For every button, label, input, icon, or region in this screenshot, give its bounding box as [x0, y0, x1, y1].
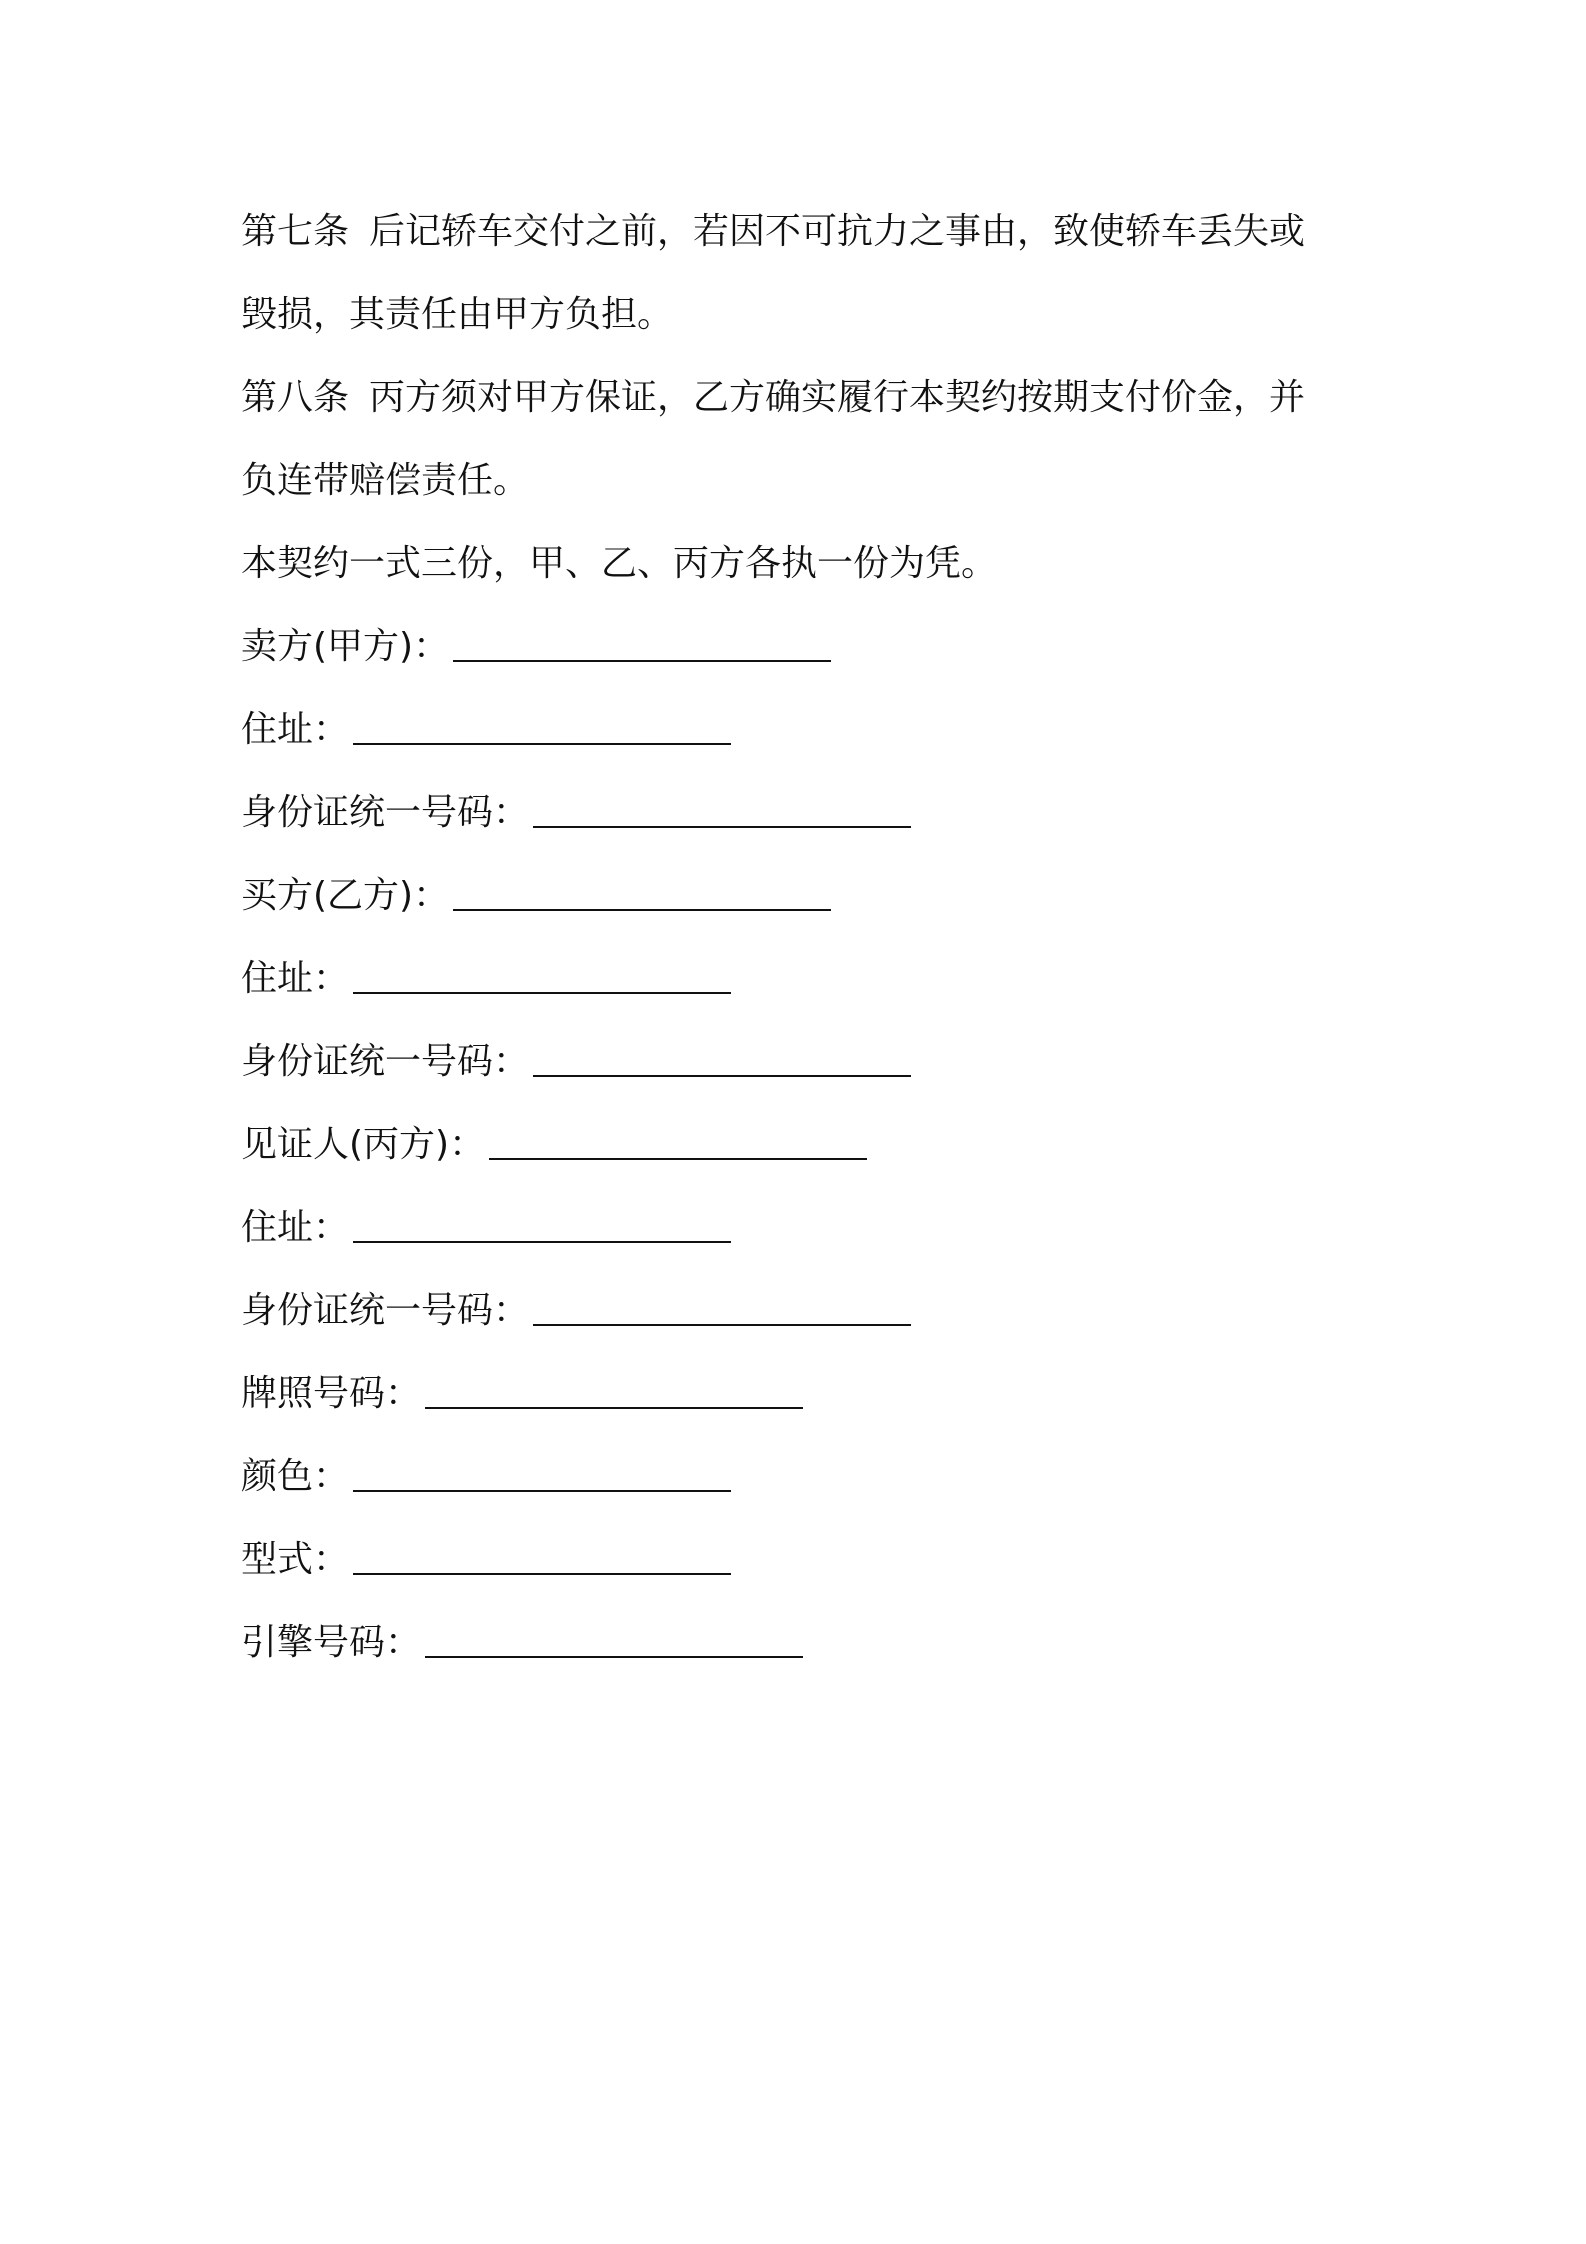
article-8-line-2 — [241, 439, 1361, 522]
field-buyer-name — [241, 854, 1361, 937]
fill-in-blank[interactable] — [425, 1371, 803, 1409]
closing-text: 本契约一式三份，甲、乙、丙方各执一份为凭。 — [241, 543, 998, 584]
field-label: 买方(乙方)： — [241, 875, 450, 916]
article-8-text-1: 丙方须对甲方保证，乙方确实履行本契约按期支付价金，并 — [369, 377, 1306, 418]
article-7-heading: 第七条 — [241, 211, 350, 252]
field-plate-number — [241, 1352, 1361, 1435]
field-label: 见证人(丙方)： — [241, 1124, 486, 1165]
fill-in-blank[interactable] — [425, 1620, 803, 1658]
field-label: 身份证统一号码： — [241, 1041, 530, 1082]
article-7-line-1 — [241, 190, 1361, 273]
field-engine-number — [241, 1601, 1361, 1684]
fill-in-blank[interactable] — [353, 1537, 731, 1575]
field-witness-address — [241, 1186, 1361, 1269]
field-label: 住址： — [241, 1207, 350, 1248]
fill-in-blank[interactable] — [353, 1205, 731, 1243]
article-7-text-2: 毁损，其责任由甲方负担。 — [241, 294, 674, 335]
field-witness-id — [241, 1269, 1361, 1352]
fill-in-blank[interactable] — [489, 1122, 867, 1160]
closing-statement — [241, 522, 1361, 605]
fill-in-blank[interactable] — [453, 873, 831, 911]
fill-in-blank[interactable] — [353, 956, 731, 994]
field-label: 卖方(甲方)： — [241, 626, 450, 667]
article-8-text-2: 负连带赔偿责任。 — [241, 460, 530, 501]
fill-in-blank[interactable] — [533, 790, 911, 828]
article-7-line-2 — [241, 273, 1361, 356]
field-model — [241, 1518, 1361, 1601]
fill-in-blank[interactable] — [533, 1039, 911, 1077]
field-witness-name — [241, 1103, 1361, 1186]
field-seller-id — [241, 771, 1361, 854]
field-buyer-id — [241, 1020, 1361, 1103]
article-8-line-1 — [241, 356, 1361, 439]
field-label: 引擎号码： — [241, 1622, 422, 1663]
field-label: 身份证统一号码： — [241, 1290, 530, 1331]
field-label: 牌照号码： — [241, 1373, 422, 1414]
fill-in-blank[interactable] — [353, 707, 731, 745]
field-seller-address — [241, 688, 1361, 771]
article-8-heading: 第八条 — [241, 377, 350, 418]
field-label: 住址： — [241, 958, 350, 999]
document-body — [241, 190, 1361, 1684]
field-seller-name — [241, 605, 1361, 688]
field-label: 颜色： — [241, 1456, 350, 1497]
article-7-text-1: 后记轿车交付之前，若因不可抗力之事由，致使轿车丢失或 — [369, 211, 1306, 252]
fill-in-blank[interactable] — [353, 1454, 731, 1492]
fill-in-blank[interactable] — [533, 1288, 911, 1326]
field-color — [241, 1435, 1361, 1518]
field-label: 住址： — [241, 709, 350, 750]
fill-in-blank[interactable] — [453, 624, 831, 662]
field-label: 身份证统一号码： — [241, 792, 530, 833]
field-buyer-address — [241, 937, 1361, 1020]
field-label: 型式： — [241, 1539, 350, 1580]
